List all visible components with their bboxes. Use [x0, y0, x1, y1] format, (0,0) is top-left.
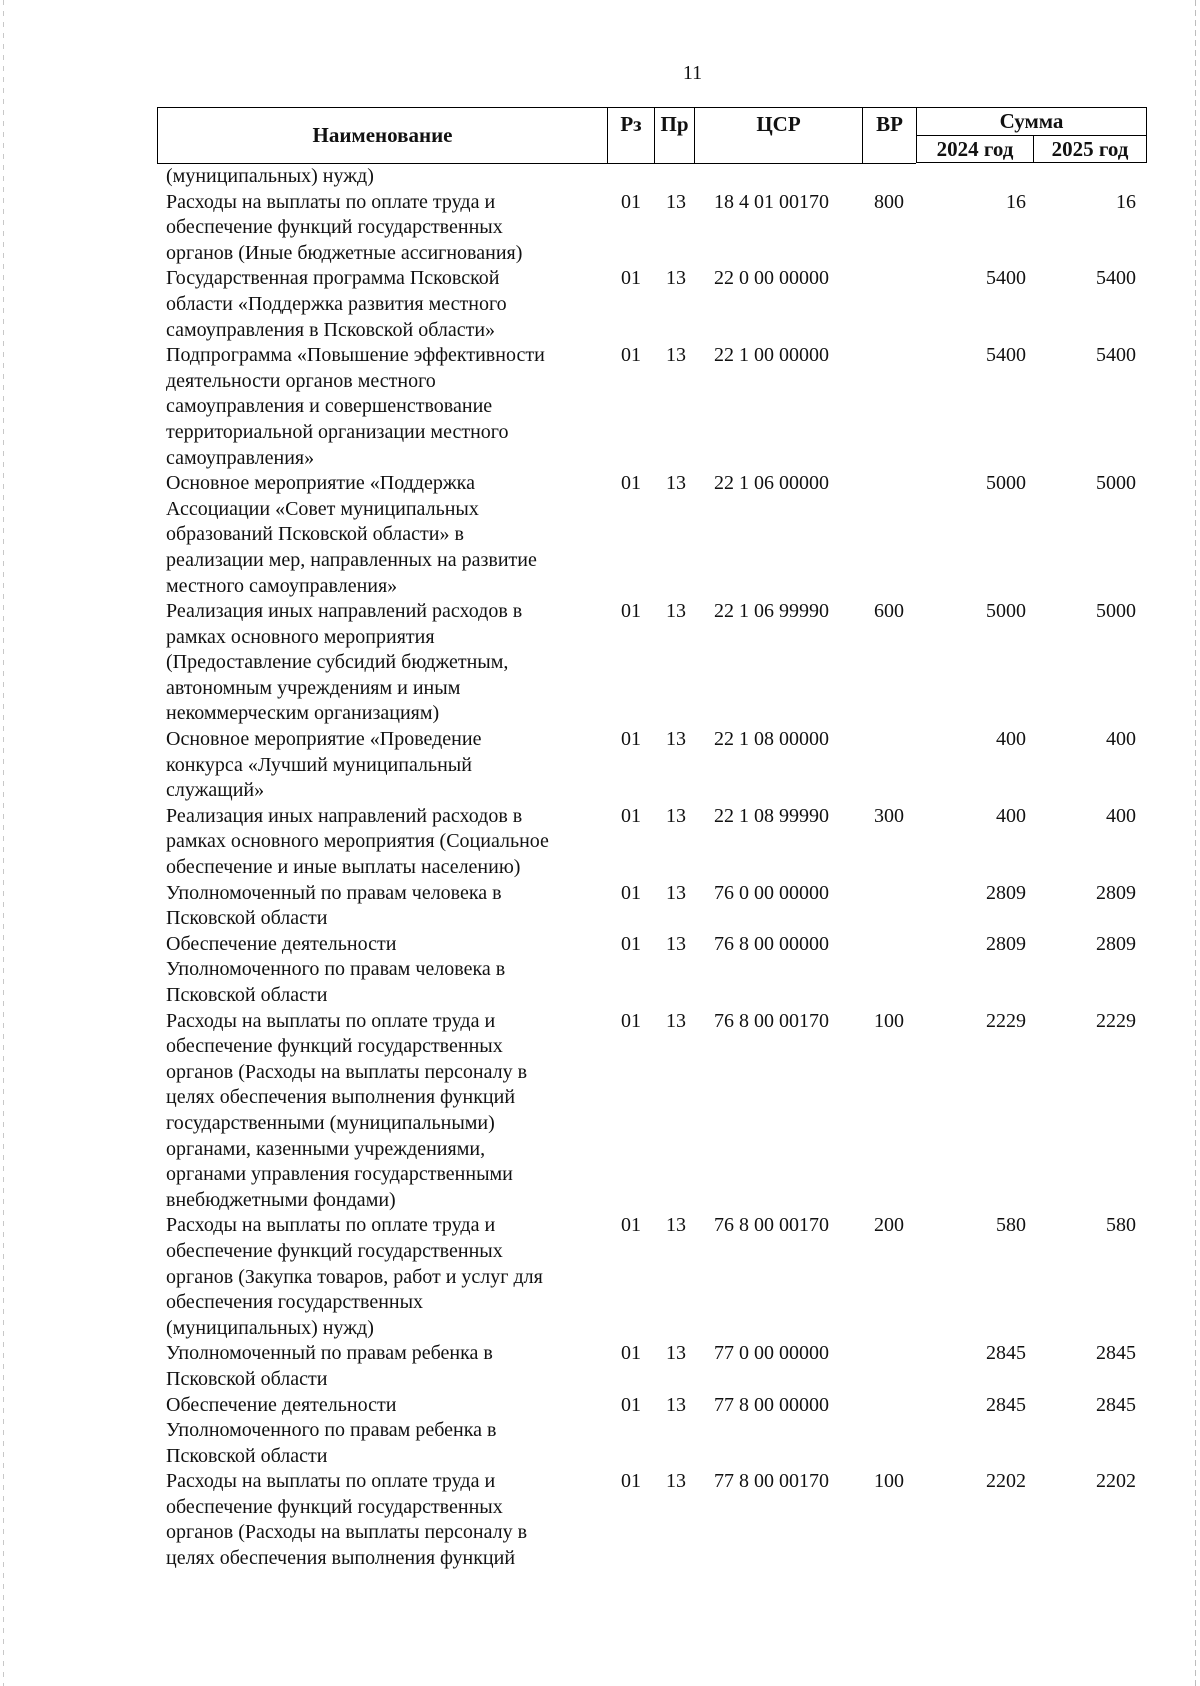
row-sum-2025: 16 — [1116, 190, 1136, 213]
row-sum-2024: 580 — [996, 1214, 1026, 1237]
row-sum-2024: 16 — [1006, 190, 1026, 213]
row-rz: 01 — [621, 728, 641, 751]
header-vr: ВР — [862, 107, 916, 163]
row-pr: 13 — [666, 267, 686, 290]
row-csr: 76 0 00 00000 — [714, 881, 829, 904]
row-sum-2025: 5400 — [1096, 267, 1136, 290]
row-sum-2024: 5400 — [986, 344, 1026, 367]
row-sum-2024: 5400 — [986, 267, 1026, 290]
table-row — [166, 727, 1156, 804]
row-name: Расходы на выплаты по оплате труда и обеспечение функций государственных органов (Иные бюджетные ассигнования) — [166, 190, 523, 264]
row-name: Обеспечение деятельности Уполномоченного по правам ребенка в Псковской области — [166, 1393, 497, 1467]
row-vr: 200 — [874, 1214, 904, 1237]
row-csr: 22 1 08 00000 — [714, 728, 829, 751]
row-sum-2025: 2202 — [1096, 1470, 1136, 1493]
row-rz: 01 — [621, 881, 641, 904]
row-sum-2025: 2229 — [1096, 1009, 1136, 1032]
row-sum-2024: 5000 — [986, 600, 1026, 623]
row-rz: 01 — [621, 1009, 641, 1032]
row-pr: 13 — [666, 881, 686, 904]
row-rz: 01 — [621, 932, 641, 955]
row-sum-2025: 2809 — [1096, 932, 1136, 955]
row-csr: 77 0 00 00000 — [714, 1342, 829, 1365]
row-vr: 100 — [874, 1009, 904, 1032]
row-pr: 13 — [666, 472, 686, 495]
row-rz: 01 — [621, 1470, 641, 1493]
table-row — [166, 471, 1156, 599]
row-name: Основное мероприятие «Проведение конкурса «Лучший муниципальный служащий» — [166, 728, 482, 802]
row-name: Реализация иных направлений расходов в рамках основного мероприятия (Социальное обеспечение и иные выплаты населению) — [166, 804, 549, 879]
row-rz: 01 — [621, 804, 641, 827]
row-name: Уполномоченный по правам ребенка в Псковской области — [166, 1342, 493, 1390]
table-row — [166, 343, 1156, 471]
row-rz: 01 — [621, 267, 641, 290]
row-pr: 13 — [666, 1214, 686, 1237]
table-row — [166, 1341, 1156, 1392]
row-csr: 22 0 00 00000 — [714, 267, 829, 290]
table-row — [166, 190, 1156, 267]
row-sum-2025: 2845 — [1096, 1342, 1136, 1365]
row-sum-2024: 5000 — [986, 472, 1026, 495]
row-sum-2024: 400 — [996, 728, 1026, 751]
row-sum-2025: 2809 — [1096, 881, 1136, 904]
table-body — [166, 164, 1156, 1572]
table-row — [166, 1469, 1156, 1571]
row-pr: 13 — [666, 190, 686, 213]
table-row — [166, 1393, 1156, 1470]
row-pr: 13 — [666, 600, 686, 623]
row-csr: 77 8 00 00170 — [714, 1470, 829, 1493]
row-csr: 76 8 00 00170 — [714, 1214, 829, 1237]
header-pr: Пр — [654, 107, 694, 163]
row-csr: 76 8 00 00170 — [714, 1009, 829, 1032]
row-sum-2025: 5000 — [1096, 600, 1136, 623]
table-row — [166, 266, 1156, 343]
row-sum-2024: 400 — [996, 804, 1026, 827]
row-pr: 13 — [666, 804, 686, 827]
row-pr: 13 — [666, 932, 686, 955]
row-sum-2025: 580 — [1106, 1214, 1136, 1237]
row-sum-2024: 2202 — [986, 1470, 1026, 1493]
row-rz: 01 — [621, 1342, 641, 1365]
row-sum-2024: 2845 — [986, 1342, 1026, 1365]
row-rz: 01 — [621, 472, 641, 495]
row-pr: 13 — [666, 1470, 686, 1493]
row-name: Расходы на выплаты по оплате труда и обеспечение функций государственных органов (Расходы на выплаты персоналу в целях обеспечения выполнения функций — [166, 1470, 528, 1570]
header-name: Наименование — [157, 107, 607, 163]
scan-edge-left — [3, 0, 4, 1686]
table-row — [166, 932, 1156, 1009]
table-row — [166, 1009, 1156, 1214]
row-rz: 01 — [621, 344, 641, 367]
table-row — [166, 164, 1156, 190]
row-rz: 01 — [621, 600, 641, 623]
row-sum-2025: 5400 — [1096, 344, 1136, 367]
table-row — [166, 804, 1156, 881]
row-pr: 13 — [666, 1342, 686, 1365]
row-sum-2024: 2809 — [986, 881, 1026, 904]
table-row — [166, 599, 1156, 727]
row-name: Подпрограмма «Повышение эффективности деятельности органов местного самоуправления и совершенствование территориальной организации местного самоуправления» — [166, 344, 545, 469]
row-vr: 800 — [874, 190, 904, 213]
row-sum-2024: 2809 — [986, 932, 1026, 955]
header-sum: Сумма — [916, 107, 1147, 135]
row-csr: 22 1 06 99990 — [714, 600, 829, 623]
row-name: Реализация иных направлений расходов в рамках основного мероприятия (Предоставление субсидий бюджетным, автономным учреждениям и иным некоммерческим организациям) — [166, 600, 523, 725]
row-csr: 22 1 06 00000 — [714, 472, 829, 495]
row-csr: 76 8 00 00000 — [714, 932, 829, 955]
table-row — [166, 1213, 1156, 1341]
row-name: Уполномоченный по правам человека в Псковской области — [166, 881, 502, 930]
row-pr: 13 — [666, 344, 686, 367]
row-pr: 13 — [666, 728, 686, 751]
row-rz: 01 — [621, 1393, 641, 1416]
header-year-2024: 2024 год — [916, 135, 1033, 163]
row-vr: 300 — [874, 804, 904, 827]
row-csr: 22 1 08 99990 — [714, 804, 829, 827]
row-vr: 100 — [874, 1470, 904, 1493]
scan-edge-right — [1195, 0, 1196, 1686]
row-sum-2025: 5000 — [1096, 472, 1136, 495]
row-rz: 01 — [621, 190, 641, 213]
table-row — [166, 881, 1156, 932]
header-year-2025: 2025 год — [1033, 135, 1147, 163]
row-name: Расходы на выплаты по оплате труда и обеспечение функций государственных органов (Закупка товаров, работ и услуг для обеспечения государственных (муниципальных) нужд) — [166, 1214, 543, 1339]
row-name: Обеспечение деятельности Уполномоченного по правам человека в Псковской области — [166, 932, 506, 1006]
row-vr: 600 — [874, 600, 904, 623]
row-sum-2025: 400 — [1106, 804, 1136, 827]
header-csr: ЦСР — [694, 107, 862, 163]
row-pr: 13 — [666, 1009, 686, 1032]
page-number: 11 — [682, 62, 703, 84]
row-name: Расходы на выплаты по оплате труда и обеспечение функций государственных органов (Расходы на выплаты персоналу в целях обеспечения выполнения функций государственными (муниципальными) органами, казенными учреждениями, органами управления государственными внебюджетными фондами) — [166, 1009, 528, 1211]
row-name: (муниципальных) нужд) — [166, 165, 374, 187]
row-csr: 22 1 00 00000 — [714, 344, 829, 367]
row-sum-2024: 2845 — [986, 1393, 1026, 1416]
row-name: Основное мероприятие «Поддержка Ассоциации «Совет муниципальных образований Псковской области» в реализации мер, направленных на развитие местного самоуправления» — [166, 472, 537, 597]
row-sum-2025: 400 — [1106, 728, 1136, 751]
row-name: Государственная программа Псковской области «Поддержка развития местного самоуправления в Псковской области» — [166, 267, 507, 341]
row-csr: 18 4 01 00170 — [714, 190, 829, 213]
row-sum-2024: 2229 — [986, 1009, 1026, 1032]
row-rz: 01 — [621, 1214, 641, 1237]
row-sum-2025: 2845 — [1096, 1393, 1136, 1416]
row-csr: 77 8 00 00000 — [714, 1393, 829, 1416]
row-pr: 13 — [666, 1393, 686, 1416]
table-header — [157, 107, 1147, 163]
header-rz: Рз — [607, 107, 654, 163]
